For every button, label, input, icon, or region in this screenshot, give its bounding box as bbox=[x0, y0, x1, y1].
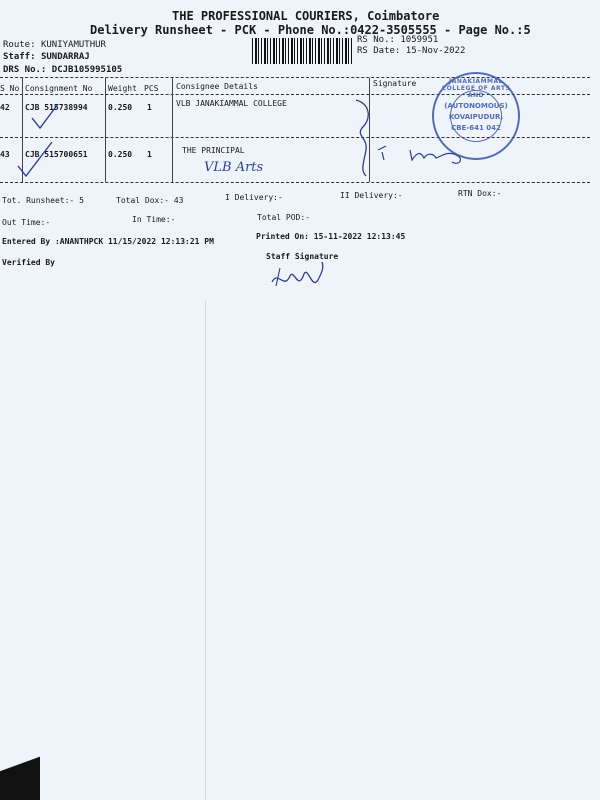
stamp-line: KOVAIPUDUR, bbox=[448, 113, 504, 121]
handwritten-note: VLB Arts bbox=[204, 160, 264, 175]
col-header-consignment: Consignment No bbox=[25, 84, 93, 93]
staff-label: Staff: bbox=[3, 52, 36, 62]
tot-runsheet-value: 5 bbox=[79, 196, 84, 205]
col-header-sno: S No bbox=[0, 84, 20, 93]
col-header-consignee: Consignee Details bbox=[176, 82, 258, 91]
verified-by-label: Verified By bbox=[2, 258, 55, 267]
row-consignment-no: CJB 515738994 bbox=[25, 103, 88, 112]
col-header-weight: Weight bbox=[108, 84, 137, 93]
checkmark-icon bbox=[32, 104, 58, 128]
tot-runsheet-label: Tot. Runsheet:- bbox=[2, 196, 75, 205]
col-header-pcs: PCS bbox=[144, 84, 159, 93]
row-sno: 42 bbox=[0, 103, 10, 112]
row-consignee: THE PRINCIPAL bbox=[182, 146, 245, 155]
scan-fold-line bbox=[205, 300, 206, 800]
staff-signature-label: Staff Signature bbox=[266, 252, 339, 261]
total-pod-label: Total POD:- bbox=[257, 213, 310, 222]
rs-no-label: RS No.: bbox=[357, 35, 395, 45]
college-stamp bbox=[432, 72, 520, 160]
rs-date-label: RS Date: bbox=[357, 46, 401, 56]
stamp-rim-text: JANAKIAMMAL COLLEGE OF ARTS AND bbox=[441, 78, 511, 99]
col-header-signature: Signature bbox=[373, 79, 417, 88]
rs-no-value: 1059951 bbox=[400, 35, 439, 45]
row-weight: 0.250 bbox=[108, 103, 133, 112]
drs-value: DCJB105995105 bbox=[51, 65, 123, 75]
printed-on: Printed On: 15-11-2022 12:13:45 bbox=[256, 232, 406, 241]
entered-by: Entered By :ANANTHPCK 11/15/2022 12:13:21 PM bbox=[2, 237, 214, 246]
out-time-label: Out Time:- bbox=[2, 218, 51, 227]
signature-scribble bbox=[378, 146, 386, 160]
row-sno: 43 bbox=[0, 150, 10, 159]
drs-label: DRS No.: bbox=[3, 65, 47, 75]
row-pcs: 1 bbox=[147, 150, 152, 159]
row-weight: 0.250 bbox=[108, 150, 133, 159]
row-consignment-no: CJB 515700651 bbox=[25, 150, 88, 159]
tot-runsheet bbox=[2, 196, 84, 205]
in-time-label: In Time:- bbox=[132, 215, 176, 224]
route-value: KUNIYAMUTHUR bbox=[40, 40, 106, 50]
row-consignee: VLB JANAKIAMMAL COLLEGE bbox=[176, 99, 287, 108]
staff-signature-scribble bbox=[276, 268, 280, 286]
checkmark-icon bbox=[18, 142, 52, 176]
total-dox bbox=[116, 196, 183, 205]
stamp-line: CBE-641 042 bbox=[451, 124, 501, 132]
total-dox-value: 43 bbox=[173, 196, 184, 205]
signature-scribble bbox=[356, 100, 368, 176]
company-title: THE PROFESSIONAL COURIERS, Coimbatore bbox=[172, 9, 440, 23]
rtn-dox-label: RTN Dox:- bbox=[458, 189, 502, 198]
runsheet-title: Delivery Runsheet - PCK - Phone No.:0422-3505555 - Page No.:5 bbox=[90, 23, 531, 37]
row-pcs: 1 bbox=[147, 103, 152, 112]
ii-delivery-label: II Delivery:- bbox=[340, 191, 403, 200]
i-delivery-label: I Delivery:- bbox=[225, 193, 283, 202]
staff-value: SUNDARRAJ bbox=[40, 52, 90, 62]
scan-edge-shadow bbox=[0, 735, 40, 800]
total-dox-label: Total Dox:- bbox=[116, 196, 169, 205]
stamp-line: (AUTONOMOUS) bbox=[444, 102, 508, 110]
route-label: Route: bbox=[3, 40, 36, 50]
rs-date-value: 15-Nov-2022 bbox=[405, 46, 466, 56]
